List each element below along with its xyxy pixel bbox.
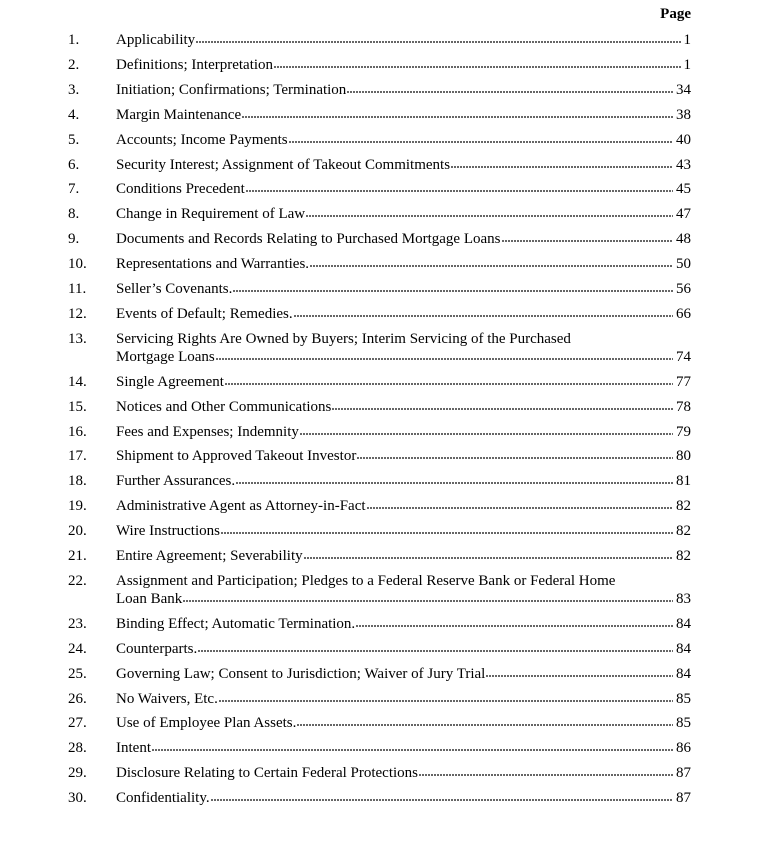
toc-entry-page-number: 50 xyxy=(676,256,691,273)
toc-entry-line xyxy=(116,423,691,441)
toc-entry-title: Documents and Records Relating to Purchased Mortgage Loans xyxy=(116,231,501,248)
toc-entry-title: Margin Maintenance xyxy=(116,106,242,123)
toc-entry-number: 3. xyxy=(68,81,80,98)
toc-entry-title-block xyxy=(116,373,691,391)
toc-entry-page-number: 81 xyxy=(676,473,691,490)
toc-entry-title: Accounts; Income Payments xyxy=(116,131,288,148)
toc-entry-line xyxy=(116,156,691,174)
toc-entry-title: Security Interest; Assignment of Takeout Commitments xyxy=(116,156,451,173)
toc-entry-title: Representations and Warranties. xyxy=(116,256,310,273)
dot-leader xyxy=(367,507,673,510)
toc-entry-line xyxy=(116,739,691,757)
toc-entry-title: Loan Bank xyxy=(116,590,183,607)
toc-entry-line xyxy=(116,373,691,391)
toc-entry-line xyxy=(116,205,691,223)
toc-entry-title-block xyxy=(116,714,691,732)
toc-entry-page-number: 80 xyxy=(676,448,691,465)
dot-leader xyxy=(233,290,673,293)
toc-entry-title-block xyxy=(116,547,691,565)
toc-entry-line xyxy=(116,522,691,540)
dot-leader xyxy=(219,700,673,703)
toc-entry-number: 25. xyxy=(68,665,87,682)
toc-entry-title: Events of Default; Remedies. xyxy=(116,305,293,322)
toc-entry-page-number: 79 xyxy=(676,423,691,440)
toc-entry-title-line: Servicing Rights Are Owned by Buyers; Interim Servicing of the Purchased xyxy=(116,330,571,347)
toc-entry-title: Applicability xyxy=(116,32,196,48)
dot-leader xyxy=(236,482,673,485)
toc-entry-number: 15. xyxy=(68,398,87,415)
toc-entry-number: 1. xyxy=(68,32,80,48)
toc-entry-title-block xyxy=(116,81,691,99)
toc-entry-title: Administrative Agent as Attorney-in-Fact xyxy=(116,498,366,515)
toc-entry-title: No Waivers, Etc. xyxy=(116,690,218,707)
toc-entry-line xyxy=(116,398,691,416)
toc-entry-number: 17. xyxy=(68,448,87,465)
dot-leader xyxy=(502,240,674,243)
toc-entry-number: 20. xyxy=(68,523,87,540)
toc-entry-title-block xyxy=(116,764,691,782)
toc-entry-title: Counterparts. xyxy=(116,640,198,657)
toc-entry-title: Binding Effect; Automatic Termination. xyxy=(116,615,356,632)
toc-entry-line xyxy=(116,590,691,608)
toc-entry-line xyxy=(116,255,691,273)
dot-leader xyxy=(246,190,673,193)
toc-entry-page-number: 85 xyxy=(676,690,691,707)
toc-entry-page-number: 47 xyxy=(676,206,691,223)
toc-entry-title-block xyxy=(116,572,691,608)
toc-entry-page-number: 87 xyxy=(676,765,691,782)
toc-entry-number: 19. xyxy=(68,498,87,515)
toc-entry-title-block xyxy=(116,205,691,223)
toc-entry-number: 26. xyxy=(68,690,87,707)
dot-leader xyxy=(274,66,680,69)
toc-entry-line xyxy=(116,31,691,49)
dot-leader xyxy=(289,141,673,144)
dot-leader xyxy=(196,41,680,44)
toc-entry-title-block xyxy=(116,56,691,74)
toc-entry-page-number: 56 xyxy=(676,281,691,297)
toc-entry-title-block xyxy=(116,305,691,323)
toc-entry-page-number: 85 xyxy=(676,715,691,732)
toc-entry-title-block xyxy=(116,280,691,298)
toc-entry-line xyxy=(116,714,691,732)
toc-entry-title-block xyxy=(116,789,691,807)
toc-entry-title: Wire Instructions xyxy=(116,523,220,540)
dot-leader xyxy=(297,724,673,727)
toc-entry-page-number: 48 xyxy=(676,231,691,248)
toc-entry-title-block xyxy=(116,398,691,416)
dot-leader xyxy=(216,358,673,361)
toc-entry-title: Disclosure Relating to Certain Federal Protections xyxy=(116,765,419,782)
toc-entry-title-block xyxy=(116,640,691,658)
toc-entry-page-number: 86 xyxy=(676,740,691,757)
dot-leader xyxy=(152,749,673,752)
toc-entry-title-block xyxy=(116,106,691,124)
toc-entry-title: Notices and Other Communications xyxy=(116,398,332,415)
toc-entry-line xyxy=(116,56,691,74)
toc-entry-title-block xyxy=(116,665,691,683)
dot-leader xyxy=(419,774,673,777)
toc-entry-page-number: 87 xyxy=(676,790,691,807)
toc-entry-number: 11. xyxy=(68,281,87,297)
dot-leader xyxy=(211,799,673,802)
toc-entry-title: Fees and Expenses; Indemnity xyxy=(116,423,299,440)
toc-entry-title: Single Agreement xyxy=(116,373,224,390)
toc-entry-line xyxy=(116,447,691,465)
toc-entry-title: Initiation; Confirmations; Termination xyxy=(116,81,347,98)
toc-entry-number: 12. xyxy=(68,305,87,322)
toc-entry-title-block xyxy=(116,255,691,273)
dot-leader xyxy=(183,600,673,603)
toc-entry-number: 16. xyxy=(68,423,87,440)
toc-entry-title: Conditions Precedent xyxy=(116,181,245,198)
toc-entry-title: Mortgage Loans xyxy=(116,348,215,365)
toc-entry-page-number: 84 xyxy=(676,665,691,682)
toc-entry-line xyxy=(116,280,691,298)
toc-entry-number: 13. xyxy=(68,330,87,347)
dot-leader xyxy=(332,408,673,411)
toc-entry-page-number: 78 xyxy=(676,398,691,415)
toc-entry-line xyxy=(116,106,691,124)
toc-entry-number: 8. xyxy=(68,206,80,223)
toc-entry-page-number: 1 xyxy=(683,32,691,48)
toc-entry-number: 23. xyxy=(68,615,87,632)
toc-entry-title-line: Assignment and Participation; Pledges to a Federal Reserve Bank or Federal Home xyxy=(116,572,616,589)
toc-entry-line xyxy=(116,789,691,807)
toc-entry-title-block xyxy=(116,497,691,515)
toc-entry-page-number: 34 xyxy=(676,81,691,98)
toc-entry-line xyxy=(116,547,691,565)
dot-leader xyxy=(242,116,673,119)
toc-entry-title-block xyxy=(116,690,691,708)
toc-entry-title-block xyxy=(116,447,691,465)
toc-entry-title-block xyxy=(116,522,691,540)
dot-leader xyxy=(486,675,673,678)
toc-entry-number: 10. xyxy=(68,256,87,273)
toc-entry-number: 27. xyxy=(68,715,87,732)
toc-entry-page-number: 74 xyxy=(676,348,691,365)
toc-entry-line xyxy=(116,131,691,149)
toc-entry-page-number: 1 xyxy=(683,56,691,73)
dot-leader xyxy=(357,457,673,460)
toc-entry-title-block xyxy=(116,330,691,366)
dot-leader xyxy=(310,265,673,268)
toc-entry-line xyxy=(116,305,691,323)
dot-leader xyxy=(356,625,673,628)
toc-entry-line xyxy=(116,615,691,633)
toc-entry-number: 5. xyxy=(68,131,80,148)
toc-entry-number: 29. xyxy=(68,765,87,782)
toc-entry-page-number: 38 xyxy=(676,106,691,123)
toc-entry-page-number: 84 xyxy=(676,640,691,657)
toc-entry-number: 18. xyxy=(68,473,87,490)
toc-entry-title: Governing Law; Consent to Jurisdiction; Waiver of Jury Trial xyxy=(116,665,486,682)
toc-entry-number: 2. xyxy=(68,56,80,73)
toc-entry-title-block xyxy=(116,472,691,490)
dot-leader xyxy=(300,433,673,436)
toc-entry-page-number: 45 xyxy=(676,181,691,198)
toc-entry-line xyxy=(116,81,691,99)
dot-leader xyxy=(451,166,673,169)
toc-entry-title-block xyxy=(116,230,691,248)
toc-entry-title: Entire Agreement; Severability xyxy=(116,548,303,564)
toc-entry-number: 9. xyxy=(68,231,80,248)
toc-entry-line xyxy=(116,764,691,782)
toc-entry-page-number: 82 xyxy=(676,498,691,515)
toc-entry-number: 28. xyxy=(68,740,87,757)
toc-entry-title: Change in Requirement of Law xyxy=(116,206,306,223)
toc-entry-line xyxy=(116,497,691,515)
dot-leader xyxy=(198,650,673,653)
toc-entry-number: 14. xyxy=(68,373,87,390)
toc-entry-number: 4. xyxy=(68,106,80,123)
toc-entry-number: 22. xyxy=(68,572,87,589)
toc-entry-line xyxy=(116,640,691,658)
toc-entry-line xyxy=(116,230,691,248)
toc-entry-line xyxy=(116,472,691,490)
dot-leader xyxy=(294,315,673,318)
toc-entry-title-block xyxy=(116,131,691,149)
toc-entry-title-block xyxy=(116,180,691,198)
toc-entry-title: Intent xyxy=(116,740,151,757)
page-column-header: Page xyxy=(660,6,691,22)
toc-entry-number: 6. xyxy=(68,156,80,173)
toc-entry-page-number: 66 xyxy=(676,305,691,322)
toc-entry-title: Seller’s Covenants. xyxy=(116,281,233,297)
toc-entry-page-number: 84 xyxy=(676,615,691,632)
toc-entry-title-block xyxy=(116,156,691,174)
toc-entry-line xyxy=(116,348,691,366)
toc-entry-page-number: 82 xyxy=(676,548,691,564)
toc-entry-page-number: 40 xyxy=(676,131,691,148)
toc-entry-page-number: 83 xyxy=(676,590,691,607)
toc-entry-line xyxy=(116,690,691,708)
dot-leader xyxy=(306,215,673,218)
toc-entry-title-block xyxy=(116,739,691,757)
toc-entry-number: 30. xyxy=(68,790,87,807)
dot-leader xyxy=(221,532,673,535)
toc-entry-title: Further Assurances. xyxy=(116,473,236,490)
toc-entry-title: Definitions; Interpretation xyxy=(116,56,274,73)
toc-entry-title: Shipment to Approved Takeout Investor xyxy=(116,448,357,465)
dot-leader xyxy=(225,383,673,386)
toc-entry-number: 7. xyxy=(68,181,80,198)
toc-entry-number: 21. xyxy=(68,548,87,564)
toc-entry-title-block xyxy=(116,423,691,441)
dot-leader xyxy=(304,557,673,560)
toc-entry-title-block xyxy=(116,615,691,633)
toc-entry-page-number: 82 xyxy=(676,523,691,540)
toc-entry-page-number: 77 xyxy=(676,373,691,390)
toc-entry-page-number: 43 xyxy=(676,156,691,173)
toc-entry-number: 24. xyxy=(68,640,87,657)
toc-entry-title: Confidentiality. xyxy=(116,790,210,807)
dot-leader xyxy=(347,91,673,94)
toc-entry-line xyxy=(116,180,691,198)
toc-entry-title: Use of Employee Plan Assets. xyxy=(116,715,297,732)
toc-entry-title-block xyxy=(116,31,691,49)
toc-entry-line xyxy=(116,665,691,683)
